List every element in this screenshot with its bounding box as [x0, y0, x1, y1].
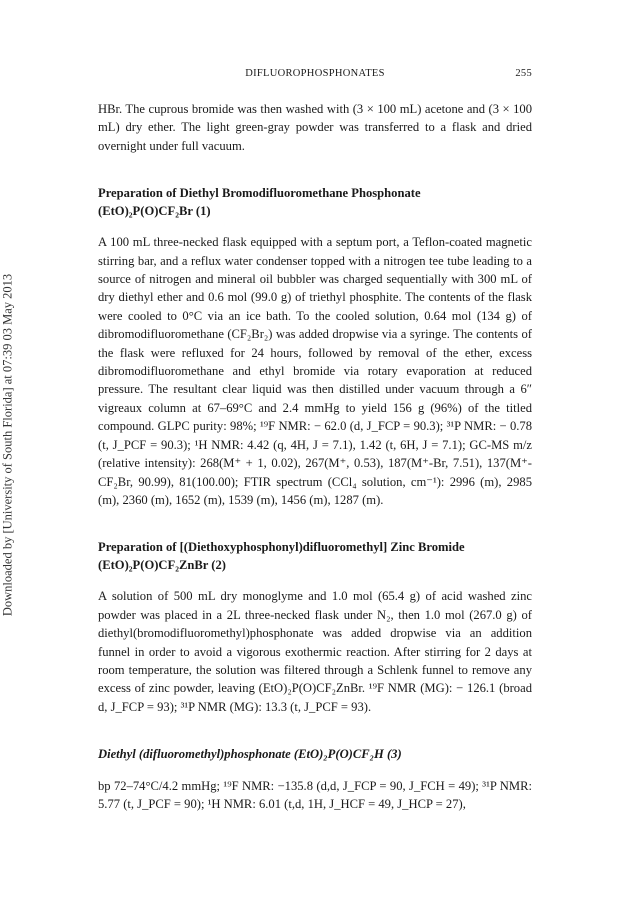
section-3-body: bp 72–74°C/4.2 mmHg; ¹⁹F NMR: −135.8 (d,d, J_FCP = 90, J_FCH = 49); ³¹P NMR: 5.77 (t, J_PCF = 90); ¹H NMR: 6.01 (t,d, 1H, J_HCF = 49, J_HCP = 27),	[98, 778, 532, 812]
section-1-body: A 100 mL three-necked flask equipped with a septum port, a Teflon-coated magnetic stirring bar, and a reflux water condenser topped with a nitrogen tee tube leading to a source of nitrogen and mineral oil bubbler was charged sequentially with 300 mL of dry diethyl ether and 0.6 mol (99.0 g) of triethyl phosphite. The contents of the flask were cooled to 0°C via an ice bath. To the cooled solution, 0.64 mol (134 g) of dibromodifluoromethane (CF₂Br₂) was added dropwise via a syringe. The contents of the flask were refluxed for 24 hours, followed by removal of the ether, excess dibromodifluoromethane and ethyl bromide via rotary evaporation at reduced pressure. The resultant clear liquid was then distilled under vacuum through a 6″ vigreaux column at 67–69°C and 2.4 mmHg to yield 156 g (96%) of the titled compound. GLPC purity: 98%; ¹⁹F NMR: − 62.0 (d, J_FCP = 90.3); ³¹P NMR: − 0.78 (t, J_PCF = 90.3); ¹H NMR: 4.42 (q, 4H, J = 7.1), 1.42 (t, 6H, J = 7.1); GC-MS m/z (relative intensity): 268(M⁺ + 1, 0.02), 267(M⁺, 0.53), 187(M⁺-Br, 7.51), 137(M⁺-CF₂Br, 90.99), 81(100.00); FTIR spectrum (CCl₄ solution, cm⁻¹): 2996 (m), 2985 (m), 2360 (m), 1652 (m), 1539 (m), 1456 (m), 1287 (m).	[98, 235, 532, 507]
section-2-heading	[98, 539, 532, 574]
download-note: Downloaded by [University of South Florida] at 07:39 03 May 2013	[0, 273, 15, 617]
download-sidebar	[0, 240, 16, 650]
intro-paragraph: HBr. The cuprous bromide was then washed with (3 × 100 mL) acetone and (3 × 100 mL) dry ether. The light green-gray powder was transferred to a flask and dried overnight under full vacuum.	[98, 102, 532, 153]
section-3-heading: Diethyl (difluoromethyl)phosphonate (EtO)₂P(O)CF₂H (3)	[98, 747, 402, 762]
section-1-heading	[98, 185, 532, 220]
section-2-body: A solution of 500 mL dry monoglyme and 1.0 mol (65.4 g) of acid washed zinc powder was placed in a 2L three-necked flask under N₂, then 1.0 mol (267.0 g) of diethyl(bromodifluoromethyl)phosphonate was added dropwise via an addition funnel in order to avoid a vigorous exothermic reaction. After stirring for 2 days at room temperature, the solution was filtered through a Schlenk funnel to remove any excess of zinc powder, leaving (EtO)₂P(O)CF₂ZnBr. ¹⁹F NMR (MG): − 126.1 (broad d, J_FCP = 93); ³¹P NMR (MG): 13.3 (t, J_PCF = 93).	[98, 589, 532, 714]
section-2-heading-line1: Preparation of [(Diethoxyphosphonyl)difluoromethyl] Zinc Bromide	[98, 540, 465, 555]
page-number: 255	[515, 68, 532, 79]
section-1-heading-line2: (EtO)₂P(O)CF₂Br (1)	[98, 203, 211, 218]
section-2-heading-line2: (EtO)₂P(O)CF₂ZnBr (2)	[98, 557, 226, 572]
page-body	[98, 100, 532, 813]
running-title: DIFLUOROPHOSPHONATES	[245, 68, 385, 79]
section-1-heading-line1: Preparation of Diethyl Bromodifluoromethane Phosphonate	[98, 186, 421, 201]
